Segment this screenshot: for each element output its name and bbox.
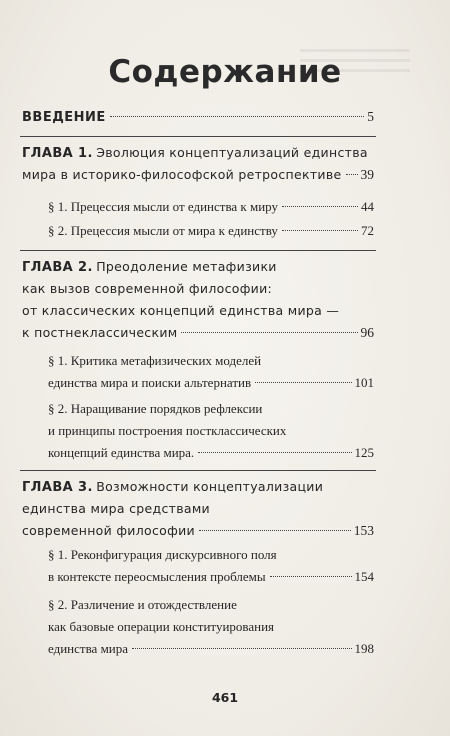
chapter-number: ГЛАВА 2.: [22, 260, 93, 275]
leader-dots: [110, 116, 364, 117]
leader-dots: [199, 530, 351, 531]
leader-dots: [198, 452, 351, 453]
section-title-line: § 2. Различение и отождествление: [48, 597, 237, 612]
chapter-title-line: единства мира средствами: [22, 501, 210, 516]
chapter-title-line: мира в историко-философской ретроспективе: [22, 167, 342, 182]
section-title-line: единства мира: [48, 641, 129, 656]
toc-page-number: 198: [354, 641, 374, 656]
section-title-line: § 1. Прецессия мысли от единства к миру: [48, 199, 279, 214]
toc-page-number: 5: [367, 109, 374, 124]
leader-dots: [132, 648, 351, 649]
toc-entry-chapter-1[interactable]: [22, 142, 374, 186]
chapter-number: ГЛАВА 3.: [22, 480, 93, 495]
page-number: 461: [211, 690, 239, 705]
toc-page-number: 101: [354, 375, 374, 390]
toc-page-number: 96: [360, 325, 374, 340]
leader-dots: [255, 382, 351, 383]
toc-entry-section-1-1[interactable]: [48, 196, 374, 218]
leader-dots: [346, 174, 358, 175]
toc-entry-intro[interactable]: [22, 106, 374, 128]
toc-entry-section-3-1[interactable]: [48, 544, 374, 588]
section-title-line: § 2. Наращивание порядков рефлексии: [48, 401, 263, 416]
toc-page-number: 72: [361, 223, 374, 238]
chapter-title-line: Преодоление метафизики: [96, 259, 277, 274]
toc-entry-section-2-2[interactable]: [48, 398, 374, 464]
leader-dots: [270, 576, 352, 577]
section-divider: [20, 136, 376, 137]
section-title-line: § 1. Критика метафизических моделей: [48, 353, 262, 368]
chapter-title-line: современной философии: [22, 523, 195, 538]
chapter-title-line: от классических концепций единства мира —: [22, 303, 340, 318]
toc-entry-chapter-2[interactable]: [22, 256, 374, 344]
toc-page-number: 154: [354, 569, 374, 584]
section-title-line: в контексте переосмысления проблемы: [48, 569, 266, 584]
page-title: Содержание: [108, 54, 342, 90]
section-title-line: и принципы построения постклассических: [48, 423, 287, 438]
chapter-title-line: Возможности концептуализации: [96, 479, 324, 494]
section-title-line: единства мира и поиски альтернатив: [48, 375, 252, 390]
toc-page-number: 39: [360, 167, 374, 182]
toc-entry-label: ВВЕДЕНИЕ: [22, 110, 106, 125]
leader-dots: [181, 332, 357, 333]
toc-entry-section-2-1[interactable]: [48, 350, 374, 394]
toc-page-number: 153: [353, 523, 374, 538]
section-divider: [20, 470, 376, 471]
leader-dots: [282, 206, 358, 207]
section-title-line: концепций единства мира.: [48, 445, 195, 460]
leader-dots: [282, 230, 358, 231]
section-title-line: как базовые операции конституирования: [48, 619, 275, 634]
chapter-title-line: к постнеклассическим: [22, 325, 178, 340]
chapter-title-line: как вызов современной философии:: [22, 281, 273, 296]
toc-entry-chapter-3[interactable]: [22, 476, 374, 542]
section-divider: [20, 250, 376, 251]
toc-entry-section-1-2[interactable]: [48, 220, 374, 242]
chapter-title-line: Эволюция концептуализаций единства: [96, 145, 368, 160]
toc-page-number: 44: [361, 199, 374, 214]
section-title-line: § 1. Реконфигурация дискурсивного поля: [48, 547, 277, 562]
section-title-line: § 2. Прецессия мысли от мира к единству: [48, 223, 278, 238]
chapter-number: ГЛАВА 1.: [22, 146, 93, 161]
toc-entry-section-3-2[interactable]: [48, 594, 374, 660]
toc-page-number: 125: [354, 445, 374, 460]
